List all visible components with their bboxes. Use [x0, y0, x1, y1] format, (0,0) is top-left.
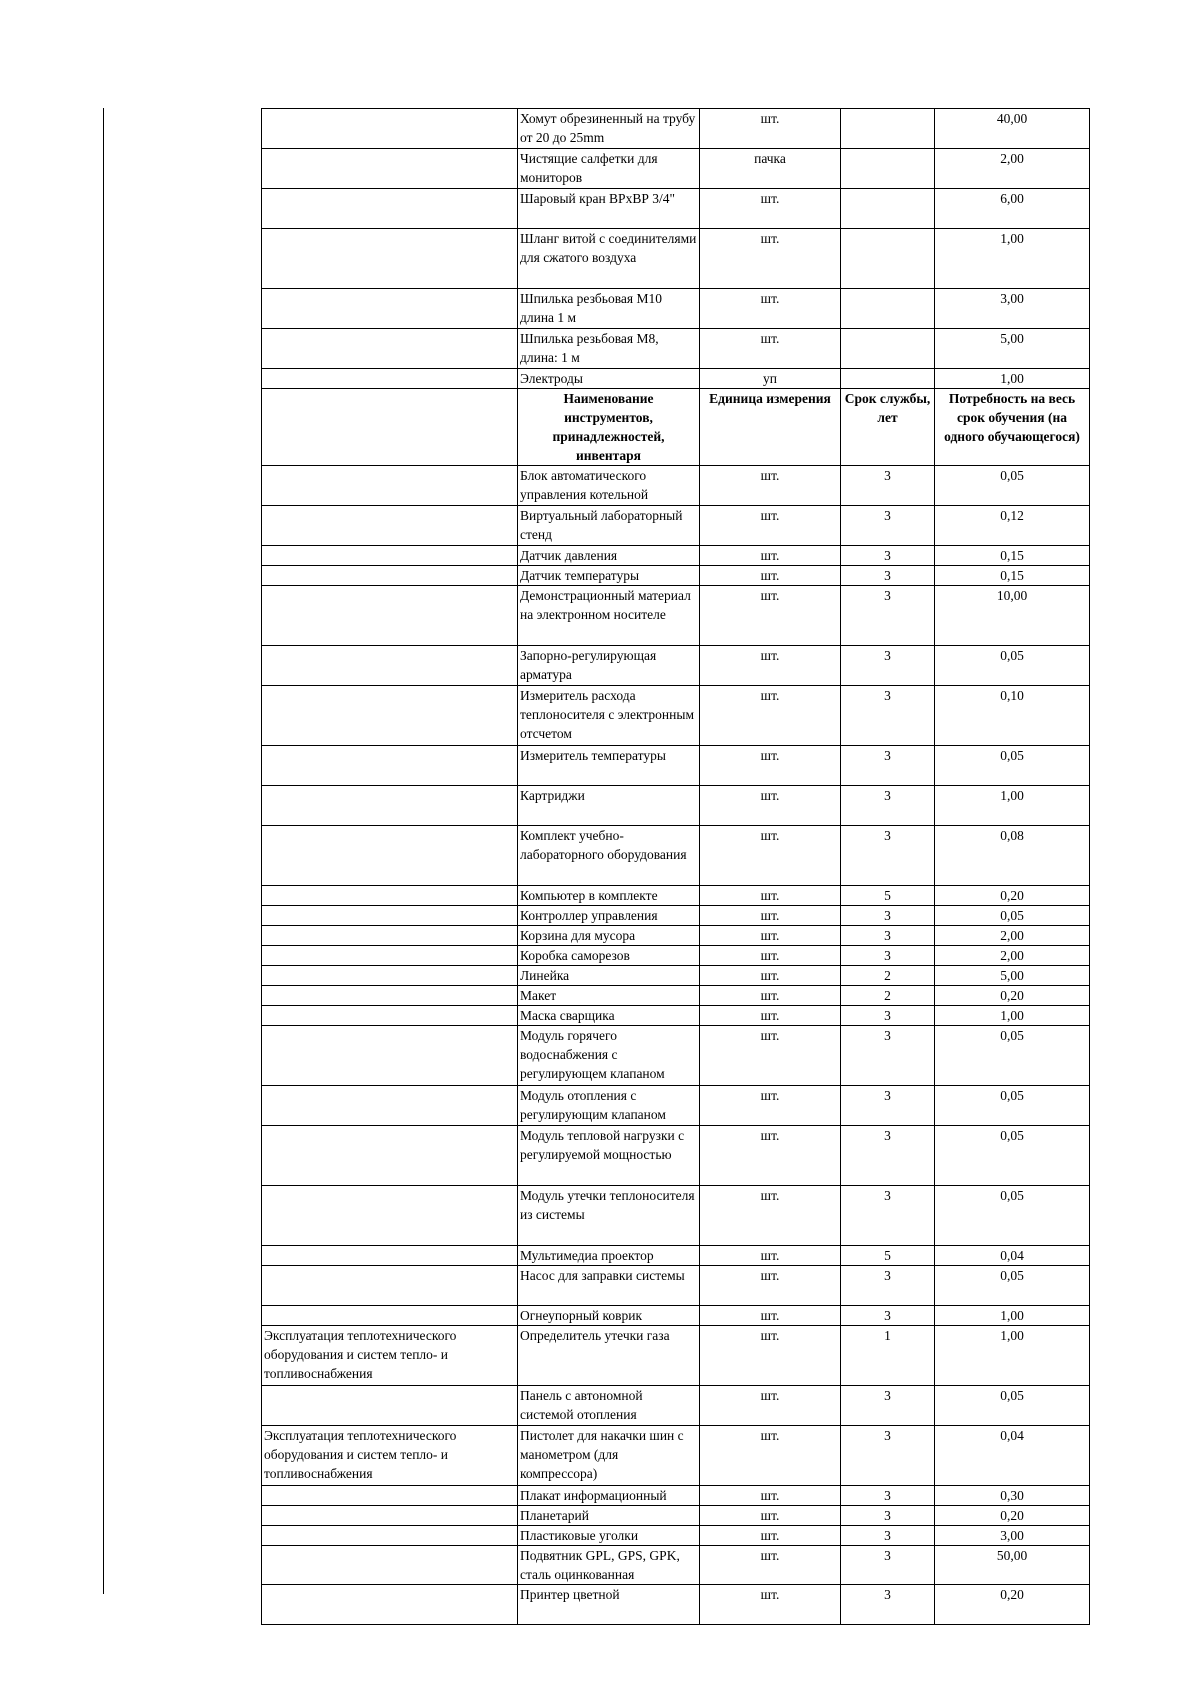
- table-row: [262, 1426, 1090, 1486]
- section-cell: Эксплуатация теплотехнического оборудования и систем тепло- и топливоснабжения: [262, 1426, 518, 1486]
- section-cell: [262, 746, 518, 786]
- table-row: [262, 109, 1090, 149]
- service-life-cell: 3: [841, 1506, 935, 1526]
- item-name-cell: Макет: [518, 986, 700, 1006]
- table-row: [262, 506, 1090, 546]
- unit-cell: шт.: [700, 1266, 841, 1306]
- service-life-cell: 3: [841, 1086, 935, 1126]
- item-name-cell: Хомут обрезиненный на трубу от 20 до 25mm: [518, 109, 700, 149]
- need-cell: 50,00: [935, 1546, 1090, 1585]
- unit-cell: шт.: [700, 686, 841, 746]
- table-row: [262, 546, 1090, 566]
- inventory-table: [261, 108, 1090, 1625]
- unit-cell: шт.: [700, 546, 841, 566]
- section-cell: [262, 686, 518, 746]
- need-cell: 0,10: [935, 686, 1090, 746]
- unit-cell: шт.: [700, 826, 841, 886]
- service-life-cell: 5: [841, 1246, 935, 1266]
- service-life-cell: 3: [841, 1546, 935, 1585]
- service-life-cell: 3: [841, 466, 935, 506]
- item-name-cell: Принтер цветной: [518, 1585, 700, 1625]
- unit-cell: шт.: [700, 1426, 841, 1486]
- need-cell: 0,05: [935, 1026, 1090, 1086]
- unit-cell: шт.: [700, 506, 841, 546]
- item-name-cell: Шланг витой с соединителями для сжатого воздуха: [518, 229, 700, 289]
- unit-cell: шт.: [700, 786, 841, 826]
- section-cell: [262, 1546, 518, 1585]
- item-name-cell: Виртуальный лабораторный стенд: [518, 506, 700, 546]
- section-cell: [262, 189, 518, 229]
- table-row: [262, 566, 1090, 586]
- item-name-cell: Пистолет для накачки шин с манометром (для компрессора): [518, 1426, 700, 1486]
- item-name-cell: Измеритель температуры: [518, 746, 700, 786]
- item-name-cell: Корзина для мусора: [518, 926, 700, 946]
- table-row: [262, 1526, 1090, 1546]
- table-row: [262, 189, 1090, 229]
- table-row: [262, 149, 1090, 189]
- table-row: [262, 586, 1090, 646]
- table-row: [262, 329, 1090, 369]
- table-row: [262, 986, 1090, 1006]
- service-life-cell: 3: [841, 926, 935, 946]
- service-life-cell: [841, 289, 935, 329]
- item-name-cell: Подвятник GPL, GPS, GPK, сталь оцинкованная: [518, 1546, 700, 1585]
- service-life-cell: 5: [841, 886, 935, 906]
- unit-cell: шт.: [700, 1126, 841, 1186]
- section-cell: [262, 1386, 518, 1426]
- unit-cell: шт.: [700, 746, 841, 786]
- table-row: [262, 1546, 1090, 1585]
- service-life-cell: 3: [841, 786, 935, 826]
- item-name-cell: Компьютер в комплекте: [518, 886, 700, 906]
- need-cell: 1,00: [935, 1326, 1090, 1386]
- section-cell: [262, 566, 518, 586]
- need-cell: 0,05: [935, 1126, 1090, 1186]
- table-row: [262, 946, 1090, 966]
- need-cell: 1,00: [935, 369, 1090, 389]
- unit-cell: шт.: [700, 1306, 841, 1326]
- need-cell: 0,15: [935, 566, 1090, 586]
- service-life-cell: 1: [841, 1326, 935, 1386]
- need-cell: 0,05: [935, 1086, 1090, 1126]
- need-cell: 6,00: [935, 189, 1090, 229]
- item-name-cell: Маска сварщика: [518, 1006, 700, 1026]
- service-life-cell: 3: [841, 646, 935, 686]
- unit-cell: шт.: [700, 1486, 841, 1506]
- table-row: [262, 1585, 1090, 1625]
- need-cell: 3,00: [935, 1526, 1090, 1546]
- table-row: [262, 1326, 1090, 1386]
- header-unit: Единица измерения: [700, 389, 841, 466]
- item-name-cell: Коробка саморезов: [518, 946, 700, 966]
- need-cell: 10,00: [935, 586, 1090, 646]
- service-life-cell: 3: [841, 826, 935, 886]
- unit-cell: шт.: [700, 1326, 841, 1386]
- service-life-cell: 2: [841, 966, 935, 986]
- item-name-cell: Огнеупорный коврик: [518, 1306, 700, 1326]
- need-cell: 1,00: [935, 229, 1090, 289]
- service-life-cell: 3: [841, 946, 935, 966]
- section-cell: [262, 1086, 518, 1126]
- unit-cell: шт.: [700, 1026, 841, 1086]
- section-cell: [262, 986, 518, 1006]
- service-life-cell: 3: [841, 1526, 935, 1546]
- unit-cell: пачка: [700, 149, 841, 189]
- section-cell: [262, 1526, 518, 1546]
- unit-cell: шт.: [700, 1186, 841, 1246]
- need-cell: 2,00: [935, 946, 1090, 966]
- service-life-cell: 3: [841, 686, 935, 746]
- item-name-cell: Пластиковые уголки: [518, 1526, 700, 1546]
- unit-cell: шт.: [700, 966, 841, 986]
- item-name-cell: Картриджи: [518, 786, 700, 826]
- unit-cell: шт.: [700, 926, 841, 946]
- section-cell: [262, 646, 518, 686]
- unit-cell: шт.: [700, 906, 841, 926]
- need-cell: 2,00: [935, 149, 1090, 189]
- service-life-cell: 2: [841, 986, 935, 1006]
- need-cell: 0,05: [935, 746, 1090, 786]
- service-life-cell: [841, 149, 935, 189]
- item-name-cell: Модуль утечки теплоносителя из системы: [518, 1186, 700, 1246]
- need-cell: 0,20: [935, 1585, 1090, 1625]
- table-row: [262, 1006, 1090, 1026]
- item-name-cell: Чистящие салфетки для мониторов: [518, 149, 700, 189]
- item-name-cell: Контроллер управления: [518, 906, 700, 926]
- section-cell: [262, 1186, 518, 1246]
- table-row: [262, 466, 1090, 506]
- page-margin-line: [103, 108, 104, 1594]
- unit-cell: шт.: [700, 109, 841, 149]
- table-row: [262, 289, 1090, 329]
- need-cell: 2,00: [935, 926, 1090, 946]
- service-life-cell: 3: [841, 1426, 935, 1486]
- service-life-cell: [841, 109, 935, 149]
- need-cell: 0,05: [935, 1386, 1090, 1426]
- need-cell: 0,20: [935, 1506, 1090, 1526]
- section-cell: [262, 466, 518, 506]
- unit-cell: шт.: [700, 586, 841, 646]
- service-life-cell: 3: [841, 1306, 935, 1326]
- need-cell: 0,05: [935, 1266, 1090, 1306]
- need-cell: 0,05: [935, 1186, 1090, 1246]
- section-cell: [262, 1306, 518, 1326]
- service-life-cell: 3: [841, 1026, 935, 1086]
- service-life-cell: [841, 189, 935, 229]
- unit-cell: шт.: [700, 466, 841, 506]
- item-name-cell: Электроды: [518, 369, 700, 389]
- inventory-table-body: [262, 109, 1090, 1625]
- table-row: [262, 966, 1090, 986]
- unit-cell: шт.: [700, 1006, 841, 1026]
- section-cell: [262, 109, 518, 149]
- unit-cell: шт.: [700, 1585, 841, 1625]
- unit-cell: шт.: [700, 229, 841, 289]
- section-cell: [262, 926, 518, 946]
- need-cell: 3,00: [935, 289, 1090, 329]
- section-cell: [262, 1266, 518, 1306]
- table-row: [262, 886, 1090, 906]
- unit-cell: шт.: [700, 886, 841, 906]
- unit-cell: шт.: [700, 289, 841, 329]
- need-cell: 1,00: [935, 1006, 1090, 1026]
- section-cell: [262, 946, 518, 966]
- item-name-cell: Датчик температуры: [518, 566, 700, 586]
- section-cell: Эксплуатация теплотехнического оборудования и систем тепло- и топливоснабжения: [262, 1326, 518, 1386]
- section-cell: [262, 1246, 518, 1266]
- item-name-cell: Измеритель расхода теплоносителя с электронным отсчетом: [518, 686, 700, 746]
- table-row: [262, 1086, 1090, 1126]
- service-life-cell: 3: [841, 746, 935, 786]
- header-need: Потребность на весь срок обучения (на одного обучающегося): [935, 389, 1090, 466]
- section-cell: [262, 289, 518, 329]
- item-name-cell: Мультимедиа проектор: [518, 1246, 700, 1266]
- section-cell: [262, 506, 518, 546]
- service-life-cell: 3: [841, 906, 935, 926]
- need-cell: 0,05: [935, 906, 1090, 926]
- unit-cell: шт.: [700, 1246, 841, 1266]
- table-row: [262, 1266, 1090, 1306]
- need-cell: 0,04: [935, 1426, 1090, 1486]
- section-cell: [262, 966, 518, 986]
- need-cell: 5,00: [935, 966, 1090, 986]
- item-name-cell: Линейка: [518, 966, 700, 986]
- table-row: [262, 1246, 1090, 1266]
- section-cell: [262, 586, 518, 646]
- section-cell: [262, 1506, 518, 1526]
- unit-cell: шт.: [700, 329, 841, 369]
- item-name-cell: Блок автоматического управления котельной: [518, 466, 700, 506]
- section-cell: [262, 1585, 518, 1625]
- item-name-cell: Датчик давления: [518, 546, 700, 566]
- section-cell: [262, 229, 518, 289]
- unit-cell: шт.: [700, 1546, 841, 1585]
- section-cell: [262, 1026, 518, 1086]
- service-life-cell: 3: [841, 1486, 935, 1506]
- section-cell: [262, 329, 518, 369]
- item-name-cell: Шаровый кран ВРхВР 3/4": [518, 189, 700, 229]
- need-cell: 0,04: [935, 1246, 1090, 1266]
- table-row: [262, 369, 1090, 389]
- table-header-row: [262, 389, 1090, 466]
- service-life-cell: 3: [841, 1585, 935, 1625]
- unit-cell: шт.: [700, 1086, 841, 1126]
- unit-cell: шт.: [700, 946, 841, 966]
- table-row: [262, 786, 1090, 826]
- section-cell: [262, 826, 518, 886]
- table-row: [262, 1026, 1090, 1086]
- service-life-cell: 3: [841, 1266, 935, 1306]
- need-cell: 1,00: [935, 1306, 1090, 1326]
- unit-cell: шт.: [700, 189, 841, 229]
- table-row: [262, 926, 1090, 946]
- service-life-cell: [841, 229, 935, 289]
- service-life-cell: 3: [841, 586, 935, 646]
- section-cell: [262, 1126, 518, 1186]
- need-cell: 0,05: [935, 646, 1090, 686]
- table-row: [262, 686, 1090, 746]
- section-cell: [262, 786, 518, 826]
- table-row: [262, 1486, 1090, 1506]
- item-name-cell: Насос для заправки системы: [518, 1266, 700, 1306]
- section-cell: [262, 1486, 518, 1506]
- header-empty-cell: [262, 389, 518, 466]
- table-row: [262, 1306, 1090, 1326]
- section-cell: [262, 546, 518, 566]
- service-life-cell: 3: [841, 1186, 935, 1246]
- section-cell: [262, 1006, 518, 1026]
- table-row: [262, 1126, 1090, 1186]
- header-term: Срок службы, лет: [841, 389, 935, 466]
- item-name-cell: Панель с автономной системой отопления: [518, 1386, 700, 1426]
- unit-cell: шт.: [700, 646, 841, 686]
- item-name-cell: Определитель утечки газа: [518, 1326, 700, 1386]
- section-cell: [262, 149, 518, 189]
- need-cell: 0,30: [935, 1486, 1090, 1506]
- table-row: [262, 1506, 1090, 1526]
- table-row: [262, 746, 1090, 786]
- section-cell: [262, 906, 518, 926]
- need-cell: 0,08: [935, 826, 1090, 886]
- item-name-cell: Модуль тепловой нагрузки с регулируемой мощностью: [518, 1126, 700, 1186]
- need-cell: 0,20: [935, 986, 1090, 1006]
- unit-cell: шт.: [700, 1386, 841, 1426]
- unit-cell: уп: [700, 369, 841, 389]
- section-cell: [262, 369, 518, 389]
- service-life-cell: 3: [841, 506, 935, 546]
- service-life-cell: 3: [841, 1006, 935, 1026]
- need-cell: 0,12: [935, 506, 1090, 546]
- item-name-cell: Планетарий: [518, 1506, 700, 1526]
- unit-cell: шт.: [700, 1526, 841, 1546]
- item-name-cell: Шпилька резьбовая М8, длина: 1 м: [518, 329, 700, 369]
- header-name: Наименование инструментов, принадлежностей, инвентаря: [518, 389, 700, 466]
- need-cell: 1,00: [935, 786, 1090, 826]
- item-name-cell: Запорно-регулирующая арматура: [518, 646, 700, 686]
- table-row: [262, 646, 1090, 686]
- unit-cell: шт.: [700, 986, 841, 1006]
- service-life-cell: [841, 329, 935, 369]
- table-row: [262, 229, 1090, 289]
- item-name-cell: Модуль отопления с регулирующим клапаном: [518, 1086, 700, 1126]
- need-cell: 40,00: [935, 109, 1090, 149]
- item-name-cell: Плакат информационный: [518, 1486, 700, 1506]
- item-name-cell: Демонстрационный материал на электронном носителе: [518, 586, 700, 646]
- service-life-cell: 3: [841, 1126, 935, 1186]
- service-life-cell: [841, 369, 935, 389]
- table-row: [262, 906, 1090, 926]
- service-life-cell: 3: [841, 1386, 935, 1426]
- need-cell: 5,00: [935, 329, 1090, 369]
- unit-cell: шт.: [700, 1506, 841, 1526]
- table-row: [262, 1386, 1090, 1426]
- item-name-cell: Шпилька резбьовая М10 длина 1 м: [518, 289, 700, 329]
- service-life-cell: 3: [841, 546, 935, 566]
- item-name-cell: Комплект учебно-лабораторного оборудования: [518, 826, 700, 886]
- item-name-cell: Модуль горячего водоснабжения с регулирующем клапаном: [518, 1026, 700, 1086]
- service-life-cell: 3: [841, 566, 935, 586]
- unit-cell: шт.: [700, 566, 841, 586]
- need-cell: 0,20: [935, 886, 1090, 906]
- need-cell: 0,15: [935, 546, 1090, 566]
- section-cell: [262, 886, 518, 906]
- need-cell: 0,05: [935, 466, 1090, 506]
- table-row: [262, 1186, 1090, 1246]
- table-row: [262, 826, 1090, 886]
